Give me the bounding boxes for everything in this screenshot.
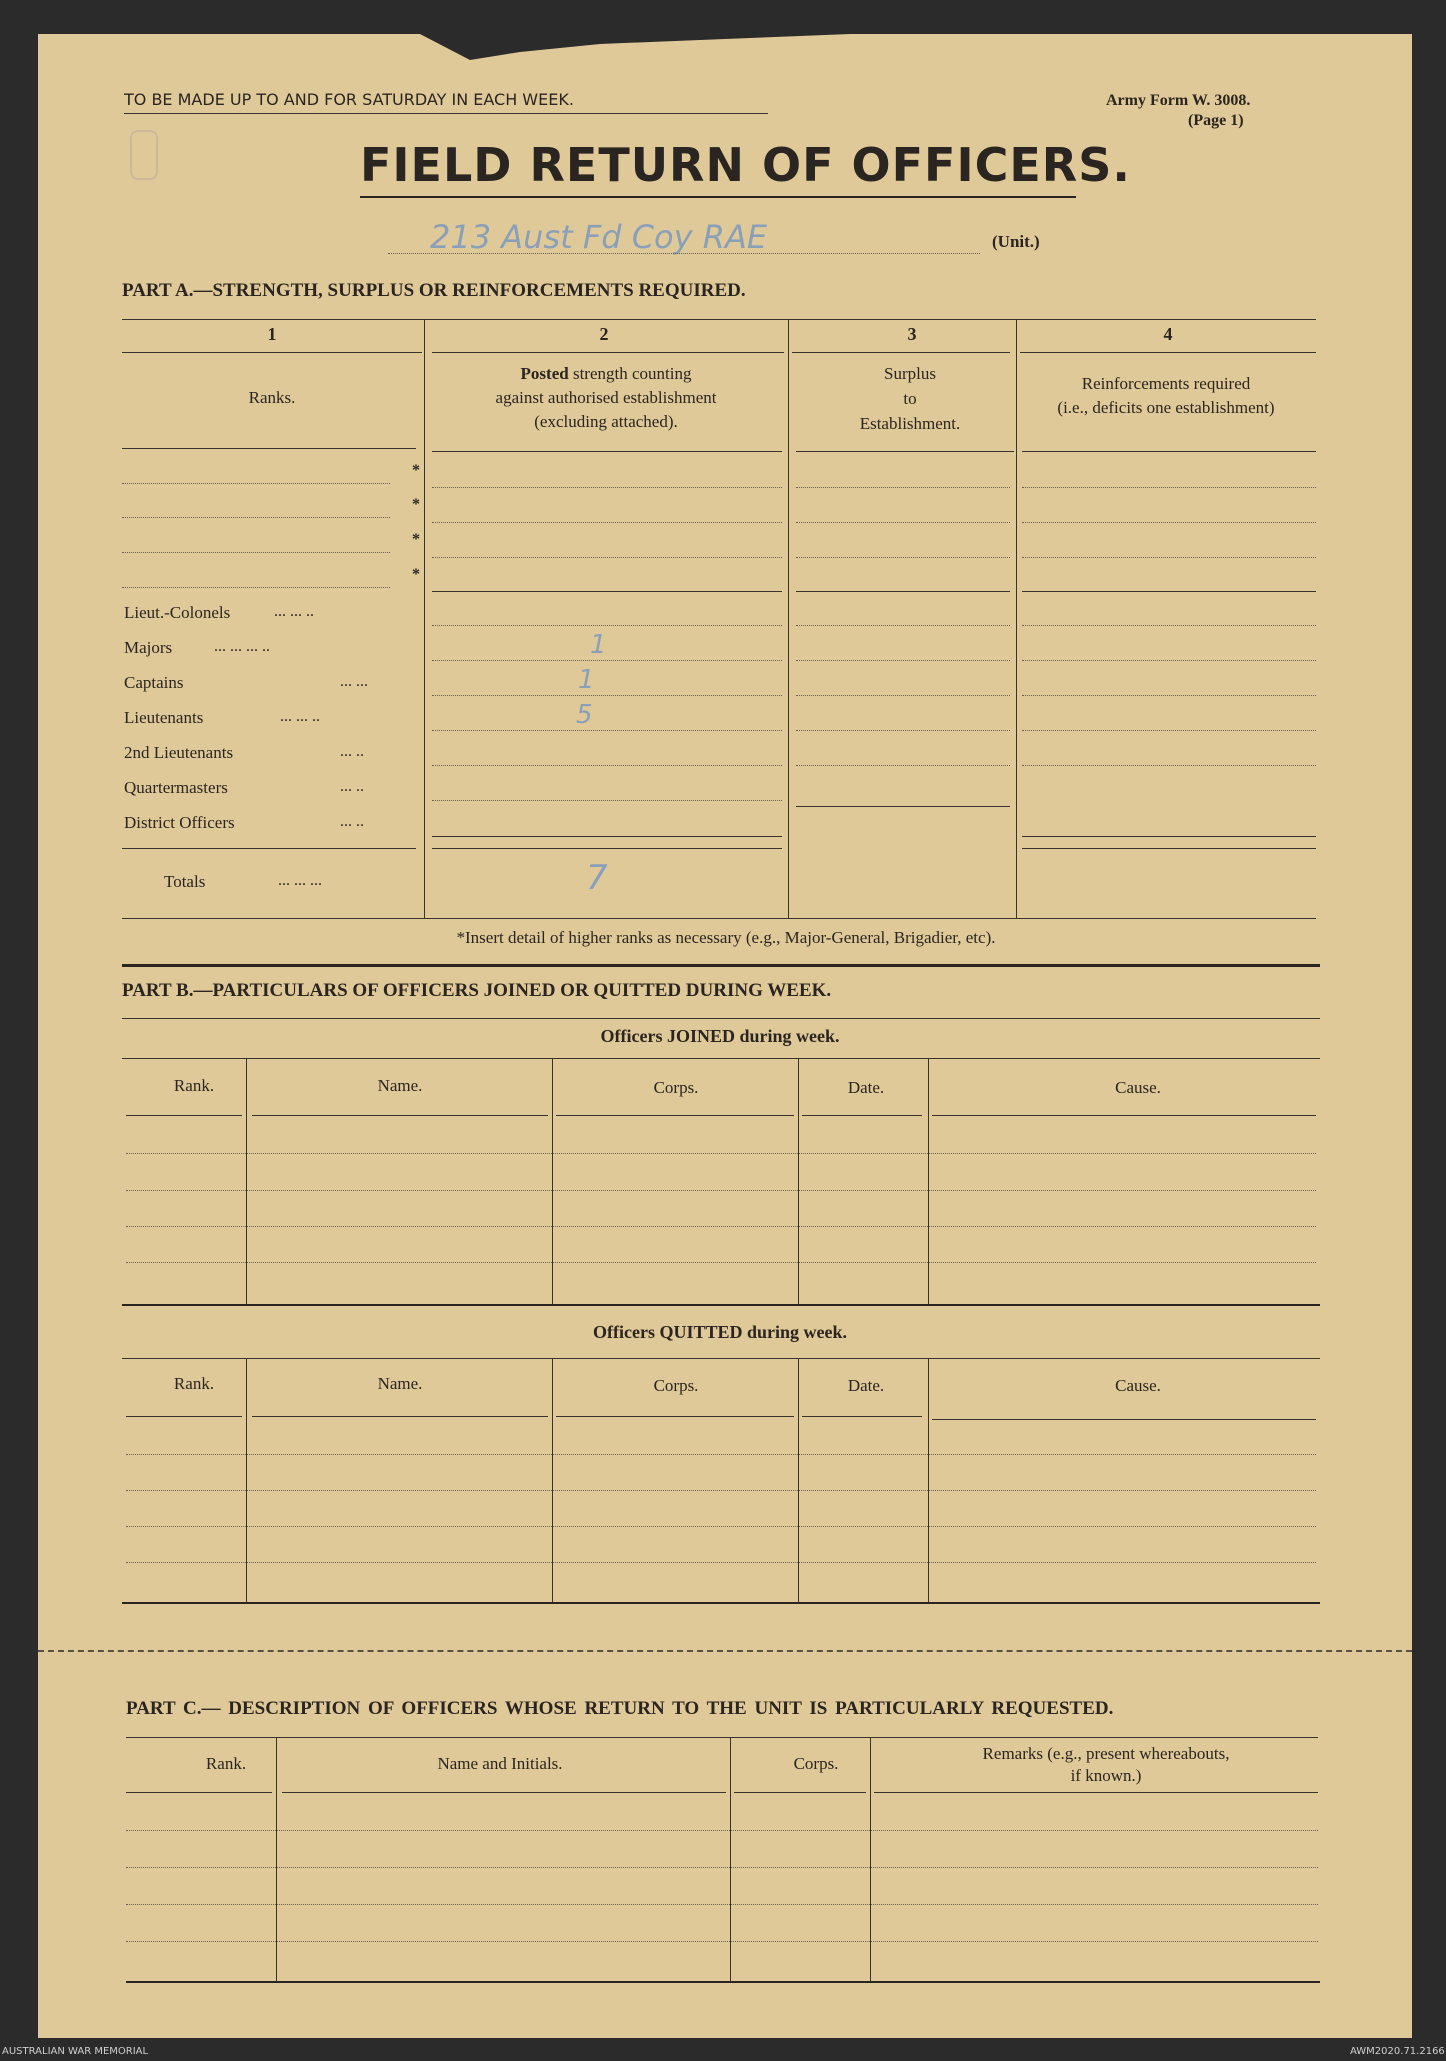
posted-header-line1 <box>521 364 692 384</box>
part-c-header-rule <box>126 1792 272 1793</box>
unit-line <box>388 253 980 254</box>
unit-handwritten: 213 Aust Fd Coy RAE <box>430 218 768 256</box>
surplus-row-line <box>796 765 1010 766</box>
form-number: Army Form W. 3008. <box>1106 92 1251 109</box>
col1-header-rule <box>122 448 416 449</box>
totals-label: Totals <box>164 872 206 891</box>
part-a-bottom-rule <box>122 918 1316 919</box>
quitted-col-corps: Corps. <box>653 1376 699 1395</box>
staple-mark <box>130 130 158 180</box>
quitted-title-rule <box>122 1358 1320 1359</box>
part-a-divider-2 <box>788 319 789 919</box>
col1-number-rule <box>122 352 422 353</box>
joined-row-line <box>126 1226 1316 1227</box>
surplus-row-line <box>796 625 1010 626</box>
rank-leader-dots: ... .. <box>340 778 364 795</box>
rank-label: Majors <box>124 638 173 657</box>
quitted-row-line <box>126 1562 1316 1563</box>
perforation-line <box>38 1650 1412 1652</box>
part-b-heading: PART B.—PARTICULARS OF OFFICERS JOINED OR QUITTED DURING WEEK. <box>122 980 832 1001</box>
part-a-top-rule <box>122 319 1316 320</box>
reinforcement-row-line <box>1022 487 1316 488</box>
joined-divider <box>552 1058 553 1305</box>
surplus-header-line3: Establishment. <box>859 414 961 433</box>
part-c-header-rule <box>734 1792 866 1793</box>
totals-top-rule <box>122 848 416 849</box>
asterisk: * <box>412 462 420 479</box>
posted-row-line <box>432 695 782 696</box>
posted-row-line <box>432 730 782 731</box>
footer-credit: AUSTRALIAN WAR MEMORIAL <box>2 2046 149 2057</box>
blank-rank-row <box>122 587 390 588</box>
col3-number-rule <box>792 352 1010 353</box>
reinforcement-row-line <box>1022 591 1316 592</box>
joined-row-line <box>126 1262 1316 1263</box>
posted-row-line <box>432 836 782 837</box>
quitted-header-rule <box>802 1416 922 1417</box>
part-c-row-line <box>126 1830 1318 1831</box>
reinforcements-header-line1: Reinforcements required <box>1081 374 1251 393</box>
col-number-2: 2 <box>599 324 609 344</box>
rank-label: 2nd Lieutenants <box>124 743 234 762</box>
part-c-divider <box>730 1737 731 1982</box>
surplus-row-line <box>796 522 1010 523</box>
reinforcement-row-line <box>1022 836 1316 837</box>
footer-accession: AWM2020.71.2166 <box>1350 2046 1445 2057</box>
posted-value-captains: 1 <box>578 665 595 695</box>
quitted-col-name: Name. <box>377 1374 423 1393</box>
joined-title: Officers JOINED during week. <box>600 1026 840 1046</box>
surplus-row-line <box>796 591 1010 592</box>
posted-row-line <box>432 557 782 558</box>
reinforcement-row-line <box>1022 695 1316 696</box>
posted-row-line <box>432 591 782 592</box>
col3-header-rule <box>796 451 1014 452</box>
part-c-divider <box>276 1737 277 1982</box>
quitted-header-rule <box>252 1416 548 1417</box>
surplus-row-line <box>796 730 1010 731</box>
page-title: FIELD RETURN OF OFFICERS. <box>360 138 1131 192</box>
surplus-row-line <box>796 487 1010 488</box>
part-a-divider-3 <box>1016 319 1017 919</box>
asterisk: * <box>412 496 420 513</box>
part-c-header-rule <box>874 1792 1318 1793</box>
joined-header-rule <box>252 1115 548 1116</box>
surplus-row-line <box>796 695 1010 696</box>
surplus-row-line <box>796 660 1010 661</box>
part-c-remarks-line1: Remarks (e.g., present whereabouts, <box>982 1744 1230 1763</box>
part-c-row-line <box>126 1904 1318 1905</box>
col4-number-rule <box>1020 352 1316 353</box>
joined-row-line <box>126 1153 1316 1154</box>
reinforcements-header-line2: (i.e., deficits one establishment) <box>1057 398 1275 417</box>
quitted-col-rank: Rank. <box>173 1374 215 1393</box>
surplus-row-line <box>796 557 1010 558</box>
col2-number-rule <box>432 352 784 353</box>
reinforcement-row-line <box>1022 848 1316 849</box>
col-number-3: 3 <box>907 324 917 344</box>
blank-rank-row <box>122 483 390 484</box>
surplus-header-line2: to <box>903 389 917 408</box>
posted-header-line3: (excluding attached). <box>534 412 678 431</box>
reinforcement-row-line <box>1022 522 1316 523</box>
quitted-bottom-rule <box>122 1602 1320 1604</box>
rank-leader-dots: ... .. <box>340 813 364 830</box>
quitted-title: Officers QUITTED during week. <box>593 1322 847 1342</box>
quitted-header-rule <box>126 1416 242 1417</box>
quitted-row-line <box>126 1526 1316 1527</box>
posted-row-line <box>432 848 782 849</box>
joined-header-rule <box>126 1115 242 1116</box>
asterisk: * <box>412 531 420 548</box>
joined-header-rule <box>556 1115 794 1116</box>
surplus-header-line1: Surplus <box>884 364 936 383</box>
reinforcement-row-line <box>1022 730 1316 731</box>
instruction-text: TO BE MADE UP TO AND FOR SATURDAY IN EACH WEEK. <box>124 90 574 109</box>
part-c-col-rank: Rank. <box>205 1754 247 1773</box>
part-a-divider-1 <box>424 319 425 919</box>
quitted-header-rule <box>556 1416 794 1417</box>
part-c-heading: PART C.— DESCRIPTION OF OFFICERS WHOSE RETURN TO THE UNIT IS PARTICULARLY REQUESTED. <box>126 1698 1114 1719</box>
joined-header-rule <box>802 1115 922 1116</box>
rank-leader-dots: ... .. <box>340 743 364 760</box>
joined-col-rank: Rank. <box>173 1076 215 1095</box>
rank-leader-dots: ... ... .. <box>280 708 320 725</box>
posted-value-lieutenants: 5 <box>576 700 593 730</box>
rank-label: District Officers <box>124 813 235 832</box>
part-c-row-line <box>126 1867 1318 1868</box>
posted-row-line <box>432 522 782 523</box>
joined-bottom-rule <box>122 1304 1320 1306</box>
posted-row-line <box>432 765 782 766</box>
rank-leader-dots: ... ... ... .. <box>214 638 270 655</box>
part-c-row-line <box>126 1941 1318 1942</box>
quitted-divider <box>928 1358 929 1602</box>
posted-row-line <box>432 800 782 801</box>
blank-rank-row <box>122 517 390 518</box>
reinforcement-row-line <box>1022 765 1316 766</box>
rank-leader-dots: ... ... <box>340 673 368 690</box>
joined-col-cause: Cause. <box>1115 1078 1161 1097</box>
col2-header-rule <box>432 451 782 452</box>
quitted-divider <box>798 1358 799 1602</box>
col-number-4: 4 <box>1163 324 1173 344</box>
part-c-header-rule <box>282 1792 726 1793</box>
totals-value: 7 <box>586 858 608 898</box>
quitted-col-cause: Cause. <box>1115 1376 1161 1395</box>
part-c-col-name: Name and Initials. <box>437 1754 563 1773</box>
posted-row-line <box>432 660 782 661</box>
joined-col-corps: Corps. <box>653 1078 699 1097</box>
quitted-divider <box>246 1358 247 1602</box>
title-underline <box>360 196 1076 198</box>
quitted-col-date: Date. <box>847 1376 885 1395</box>
joined-divider <box>928 1058 929 1305</box>
part-c-top-rule <box>126 1737 1318 1738</box>
posted-rest: strength counting <box>568 364 692 383</box>
joined-divider <box>798 1058 799 1305</box>
posted-value-majors: 1 <box>590 630 607 660</box>
part-c-divider <box>870 1737 871 1982</box>
quitted-row-line <box>126 1454 1316 1455</box>
joined-header-rule <box>932 1115 1316 1116</box>
reinforcement-row-line <box>1022 660 1316 661</box>
part-c-bottom-rule <box>126 1981 1320 1983</box>
reinforcement-row-line <box>1022 625 1316 626</box>
rank-label: Lieutenants <box>124 708 204 727</box>
rank-leader-dots: ... ... .. <box>274 603 314 620</box>
torn-edge <box>0 0 1446 80</box>
unit-label: (Unit.) <box>992 232 1040 251</box>
ranks-header: Ranks. <box>248 388 296 407</box>
joined-row-line <box>126 1190 1316 1191</box>
rank-label: Lieut.-Colonels <box>124 603 231 622</box>
quitted-row-line <box>126 1490 1316 1491</box>
part-a-end-rule <box>122 964 1320 967</box>
totals-dots: ... ... ... <box>278 872 322 889</box>
rank-label: Quartermasters <box>124 778 228 797</box>
posted-row-line <box>432 487 782 488</box>
col-number-1: 1 <box>267 324 277 344</box>
blank-rank-row <box>122 552 390 553</box>
joined-divider <box>246 1058 247 1305</box>
quitted-divider <box>552 1358 553 1602</box>
part-c-col-corps: Corps. <box>793 1754 839 1773</box>
footnote: *Insert detail of higher ranks as necessary (e.g., Major-General, Brigadier, etc). <box>456 928 996 947</box>
instruction-underline <box>124 113 768 114</box>
col4-header-rule <box>1022 451 1316 452</box>
posted-row-line <box>432 625 782 626</box>
part-a-heading: PART A.—STRENGTH, SURPLUS OR REINFORCEMENTS REQUIRED. <box>122 280 746 301</box>
asterisk: * <box>412 566 420 583</box>
surplus-row-line <box>796 806 1010 807</box>
page-number: (Page 1) <box>1188 112 1244 129</box>
quitted-header-rule <box>932 1419 1316 1420</box>
posted-bold: Posted <box>520 364 569 383</box>
joined-title-rule <box>122 1058 1320 1059</box>
posted-header-line2: against authorised establishment <box>495 388 717 407</box>
rank-label: Captains <box>124 673 184 692</box>
joined-col-name: Name. <box>377 1076 423 1095</box>
reinforcement-row-line <box>1022 557 1316 558</box>
joined-col-date: Date. <box>847 1078 885 1097</box>
part-b-top-rule <box>122 1018 1320 1019</box>
part-c-remarks-line2: if known.) <box>1070 1766 1142 1785</box>
